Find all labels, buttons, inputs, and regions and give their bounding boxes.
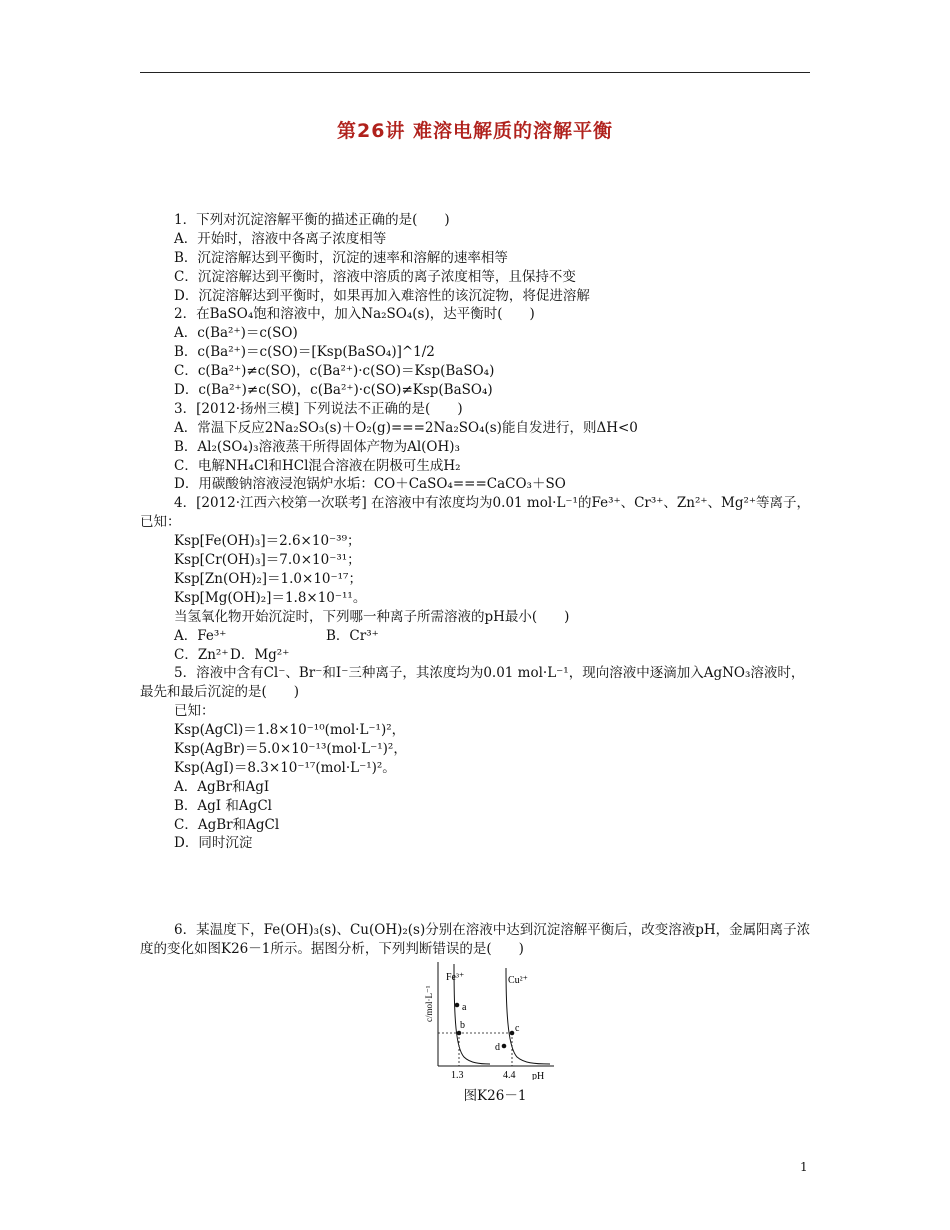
q5-option-b: B．AgI 和AgCl bbox=[174, 797, 272, 814]
q4-ksp-cr: Ksp[Cr(OH)₃]＝7.0×10⁻³¹； bbox=[174, 552, 361, 569]
q4-option-b: B．Cr³⁺ bbox=[326, 627, 379, 644]
point-d bbox=[502, 1044, 507, 1049]
q5-ksp-agbr: Ksp(AgBr)＝5.0×10⁻¹³(mol·L⁻¹)²， bbox=[174, 741, 407, 757]
q1-stem: 1．下列对沉淀溶解平衡的描述正确的是( ) bbox=[174, 212, 450, 228]
q3-option-d: D．用碳酸钠溶液浸泡锅炉水垢：CO＋CaSO₄===CaCO₃＋SO bbox=[174, 476, 566, 493]
q4-option-d: D．Mg²⁺ bbox=[230, 646, 290, 663]
figure-caption: 图K26－1 bbox=[463, 1088, 527, 1104]
label-c: c bbox=[515, 1023, 520, 1034]
q4-option-a: A．Fe³⁺ bbox=[174, 627, 227, 644]
q5-ksp-agi: Ksp(AgI)＝8.3×10⁻¹⁷(mol·L⁻¹)²。 bbox=[174, 759, 396, 776]
point-c bbox=[510, 1031, 515, 1036]
y-axis-label: c/mol·L⁻¹ bbox=[424, 985, 434, 1022]
q4-ksp-fe: Ksp[Fe(OH)₃]＝2.6×10⁻³⁹； bbox=[174, 533, 361, 550]
fe-label: Fe³⁺ bbox=[446, 972, 465, 983]
q6-block bbox=[140, 921, 815, 959]
point-a bbox=[455, 1003, 460, 1008]
q1-option-b: B．沉淀溶解达到平衡时，沉淀的速率和溶解的速率相等 bbox=[174, 249, 508, 266]
q3-option-b: B．Al₂(SO₄)₃溶液蒸干所得固体产物为Al(OH)₃ bbox=[174, 438, 460, 455]
q1-option-d: D．沉淀溶解达到平衡时，如果再加入难溶性的该沉淀物，将促进溶解 bbox=[174, 287, 590, 304]
q5-option-a: A．AgBr和AgI bbox=[174, 778, 270, 795]
label-b: b bbox=[460, 1020, 465, 1031]
q4-ksp-mg: Ksp[Mg(OH)₂]＝1.8×10⁻¹¹。 bbox=[174, 589, 367, 606]
x-axis-label: pH bbox=[532, 1071, 545, 1080]
label-a: a bbox=[462, 1002, 467, 1013]
label-d: d bbox=[495, 1042, 500, 1053]
q6-stem: 6．某温度下，Fe(OH)₃(s)、Cu(OH)₂(s)分别在溶液中达到沉淀溶解平衡后，改变溶液pH，金属阳离子浓度的变化如图K26－1所示。据图分析，下列判断错误的是( ) bbox=[140, 922, 811, 957]
q1-option-c: C．沉淀溶解达到平衡时，溶液中溶质的离子浓度相等，且保持不变 bbox=[174, 268, 576, 285]
q5-stem: 5．溶液中含有Cl⁻、Br⁻和I⁻三种离子，其浓度均为0.01 mol·L⁻¹，现向溶液中逐滴加入AgNO₃溶液时，最先和最后沉淀的是( ) bbox=[140, 665, 805, 701]
point-b bbox=[457, 1031, 462, 1036]
tick-4-4: 4.4 bbox=[503, 1070, 516, 1080]
q2-option-a: A．c(Ba²⁺)＝c(SO) bbox=[174, 325, 298, 342]
header-rule bbox=[140, 72, 810, 73]
q4-stem: 4．[2012·江西六校第一次联考] 在溶液中有浓度均为0.01 mol·L⁻¹的Fe³⁺、Cr³⁺、Zn²⁺、Mg²⁺等离子，已知： bbox=[140, 495, 811, 531]
page-title: 第26讲 难溶电解质的溶解平衡 bbox=[336, 120, 614, 142]
cu-label: Cu²⁺ bbox=[508, 975, 528, 986]
q4-options-row1 bbox=[140, 627, 815, 646]
q2-stem: 2．在BaSO₄饱和溶液中，加入Na₂SO₄(s)，达平衡时( ) bbox=[174, 306, 535, 323]
page-number: 1 bbox=[800, 1160, 808, 1174]
q5-option-d: D．同时沉淀 bbox=[174, 835, 253, 852]
q2-option-d: D．c(Ba²⁺)≠c(SO)，c(Ba²⁺)·c(SO)≠Ksp(BaSO₄) bbox=[174, 382, 493, 399]
q5-option-c: C．AgBr和AgCl bbox=[174, 816, 280, 833]
q4-option-c: C．Zn²⁺ bbox=[174, 646, 229, 663]
tick-1-3: 1.3 bbox=[451, 1070, 464, 1080]
q2-option-c: C．c(Ba²⁺)≠c(SO)，c(Ba²⁺)·c(SO)＝Ksp(BaSO₄) bbox=[174, 363, 495, 380]
q2-option-b: B．c(Ba²⁺)＝c(SO)＝[Ksp(BaSO₄)]^1/2 bbox=[174, 344, 435, 361]
q4-ksp-zn: Ksp[Zn(OH)₂]＝1.0×10⁻¹⁷； bbox=[174, 570, 362, 587]
figure-k26-1 bbox=[420, 960, 560, 1080]
q3-option-c: C．电解NH₄Cl和HCl混合溶液在阴极可生成H₂ bbox=[174, 457, 461, 474]
q5-known: 已知： bbox=[174, 703, 215, 720]
q3-stem: 3．[2012·扬州三模] 下列说法不正确的是( ) bbox=[174, 400, 463, 417]
q4-options-row2 bbox=[140, 646, 815, 665]
questions-block bbox=[140, 211, 815, 853]
q3-option-a: A．常温下反应2Na₂SO₃(s)＋O₂(g)===2Na₂SO₄(s)能自发进行，则ΔH<0 bbox=[174, 419, 638, 436]
q1-option-a: A．开始时，溶液中各离子浓度相等 bbox=[174, 230, 387, 247]
q4-question: 当氢氧化物开始沉淀时，下列哪一种离子所需溶液的pH最小( ) bbox=[174, 608, 570, 625]
q5-ksp-agcl: Ksp(AgCl)＝1.8×10⁻¹⁰(mol·L⁻¹)²， bbox=[174, 722, 406, 739]
